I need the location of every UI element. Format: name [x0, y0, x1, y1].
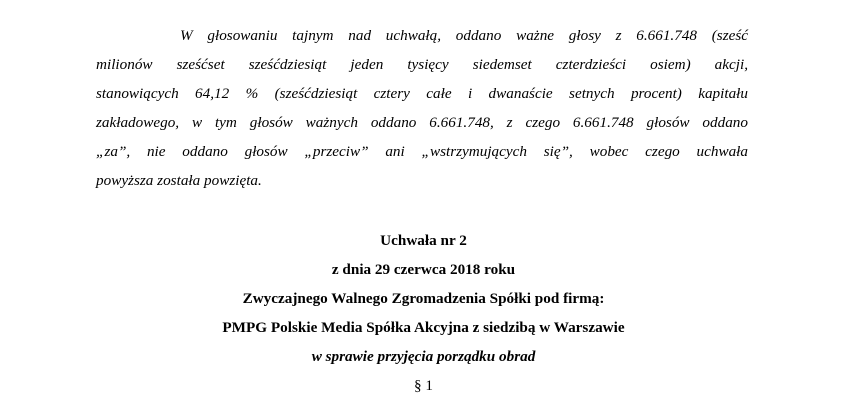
resolution-date: z dnia 29 czerwca 2018 roku	[331, 261, 516, 278]
paragraph-line-6: powyższa została powzięta.	[96, 172, 262, 189]
paragraph-line-3: stanowiących 64,12 % (sześćdziesiąt cztery całe i dwanaście setnych procent) kapitału	[96, 85, 748, 102]
resolution-company: PMPG Polskie Media Spółka Akcyjna z siedzibą w Warszawie	[222, 319, 625, 336]
paragraph-line-5: „za”, nie oddano głosów „przeciw” ani „wstrzymujących się”, wobec czego uchwała	[96, 143, 748, 160]
paragraph-line-1: W głosowaniu tajnym nad uchwałą, oddano ważne głosy z 6.661.748 (sześć	[180, 27, 748, 44]
resolution-subject: w sprawie przyjęcia porządku obrad	[311, 348, 536, 365]
resolution-body: Zwyczajnego Walnego Zgromadzenia Spółki pod firmą:	[242, 290, 605, 307]
section-marker: § 1	[414, 377, 433, 394]
paragraph-line-4: zakładowego, w tym głosów ważnych oddano 6.661.748, z czego 6.661.748 głosów oddano	[96, 114, 748, 131]
paragraph-line-2: milionów sześćset sześćdziesiąt jeden tysięcy siedemset czterdzieści osiem) akcji,	[96, 56, 748, 73]
resolution-title: Uchwała nr 2	[380, 232, 467, 249]
